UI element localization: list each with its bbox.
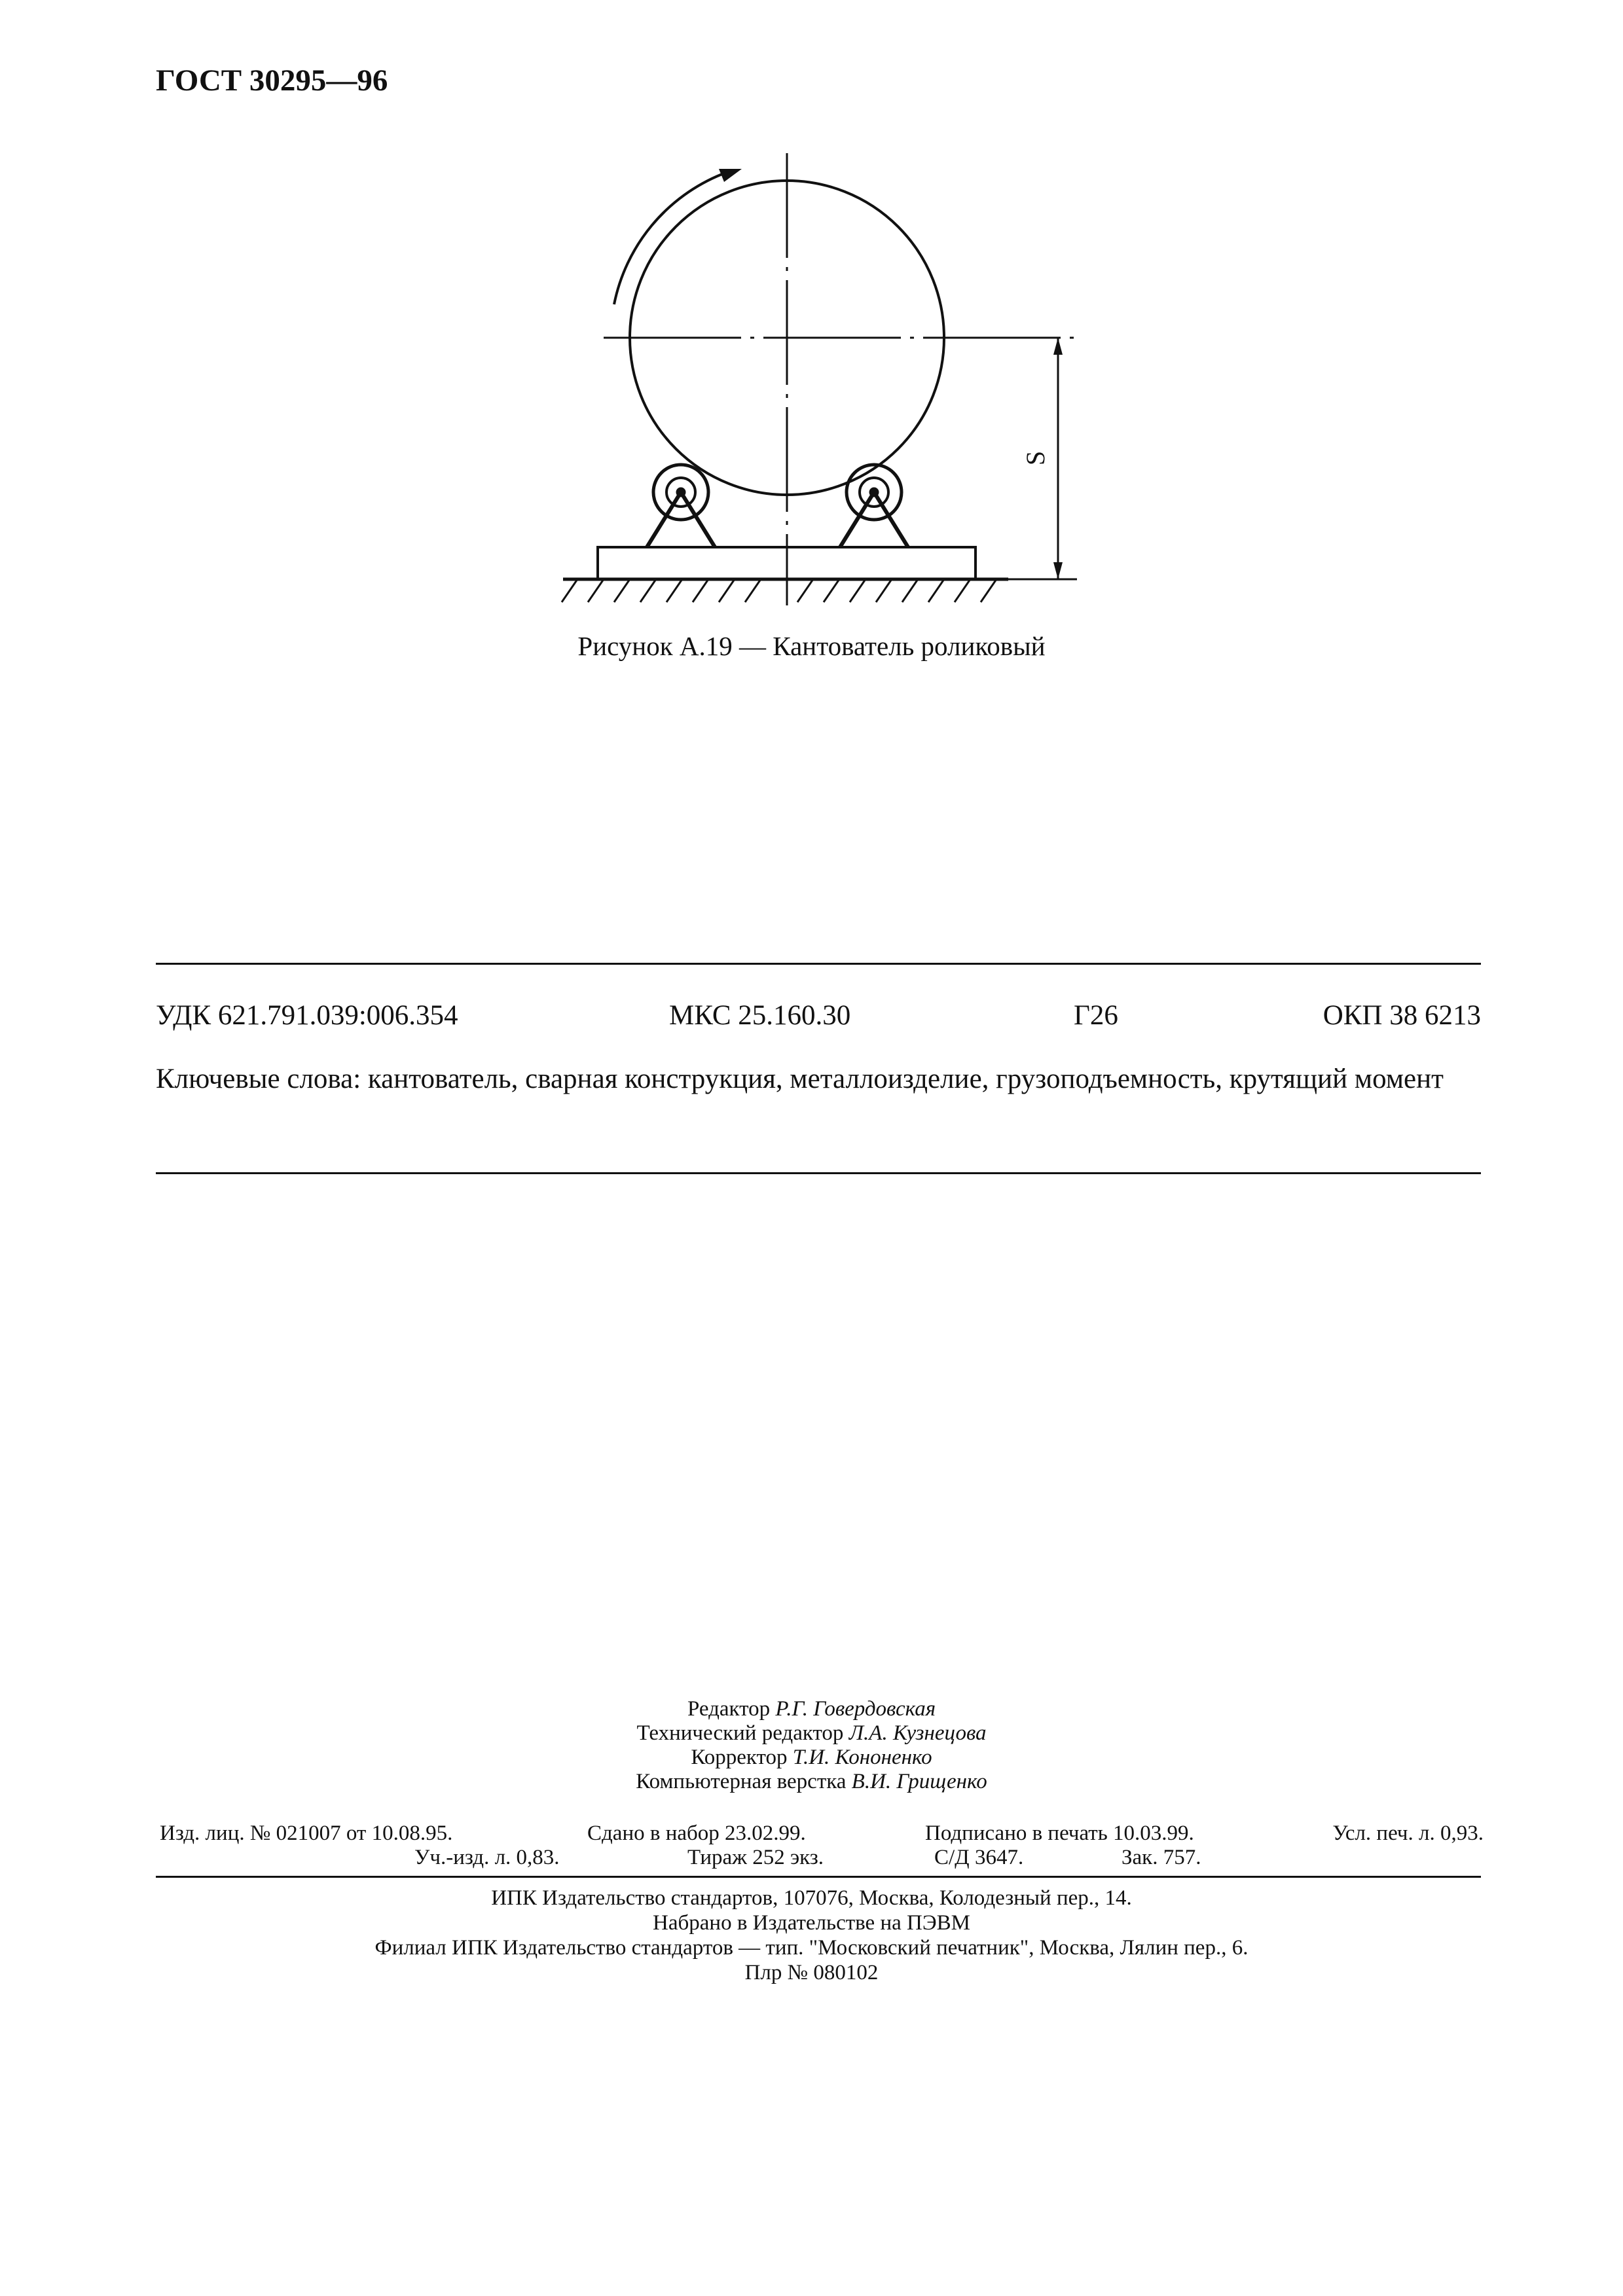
footer-printer: Филиал ИПК Издательство стандартов — тип. "Московский печатник", Москва, Лялин пер., 6. xyxy=(374,1936,1249,1960)
credit-name: В.И. Грищенко xyxy=(851,1770,987,1793)
imprint-sd: С/Д 3647. xyxy=(934,1846,1024,1869)
imprint-order: Зак. 757. xyxy=(1122,1846,1201,1869)
keywords-text: Ключевые слова: кантователь, сварная конструкция, металлоизделие, грузоподъемность, крутящий момент xyxy=(156,1064,1444,1094)
credit-editor xyxy=(0,1697,1623,1721)
udk-code: УДК 621.791.039:006.354 xyxy=(156,1000,458,1031)
ground-hatching xyxy=(562,579,996,602)
imprint-license: Изд. лиц. № 021007 от 10.08.95. xyxy=(160,1821,453,1845)
group-code: Г26 xyxy=(1074,1000,1118,1031)
credit-name: Т.И. Кононенко xyxy=(792,1746,932,1769)
divider-middle xyxy=(156,1172,1481,1174)
credit-role: Редактор xyxy=(687,1697,771,1721)
credit-role: Корректор xyxy=(691,1746,788,1769)
credit-name: Л.А. Кузнецова xyxy=(848,1721,987,1745)
document-header-title: ГОСТ 30295—96 xyxy=(156,63,388,98)
imprint-pub-sheets: Уч.-изд. л. 0,83. xyxy=(414,1846,560,1869)
footer-plr: Плр № 080102 xyxy=(744,1961,879,1984)
footer-publisher: ИПК Издательство стандартов, 107076, Москва, Колодезный пер., 14. xyxy=(491,1886,1132,1910)
okp-code: ОКП 38 6213 xyxy=(1322,1000,1481,1031)
credit-corrector xyxy=(0,1746,1623,1770)
credit-layout xyxy=(0,1770,1623,1794)
footer-typeset-note: Набрано в Издательстве на ПЭВМ xyxy=(653,1911,970,1935)
imprint-run: Тираж 252 экз. xyxy=(687,1846,824,1869)
rotation-arrow xyxy=(614,174,722,304)
credit-role: Компьютерная верстка xyxy=(636,1770,847,1793)
credit-role: Технический редактор xyxy=(636,1721,844,1745)
rotation-arrow-head xyxy=(719,169,742,182)
figure-caption: Рисунок А.19 — Кантователь роликовый xyxy=(577,631,1046,661)
credit-tech-editor xyxy=(0,1721,1623,1746)
dimension-label-s: S xyxy=(1021,450,1050,466)
credit-name: Р.Г. Говердовская xyxy=(775,1697,936,1721)
imprint-typeset: Сдано в набор 23.02.99. xyxy=(587,1821,806,1845)
divider-bottom xyxy=(156,1876,1481,1878)
imprint-print-sheets: Усл. печ. л. 0,93. xyxy=(1332,1821,1484,1845)
mks-code: МКС 25.160.30 xyxy=(669,1000,851,1031)
divider-top xyxy=(156,963,1481,965)
imprint-signed: Подписано в печать 10.03.99. xyxy=(925,1821,1194,1845)
roller-turner-figure xyxy=(550,144,1087,615)
